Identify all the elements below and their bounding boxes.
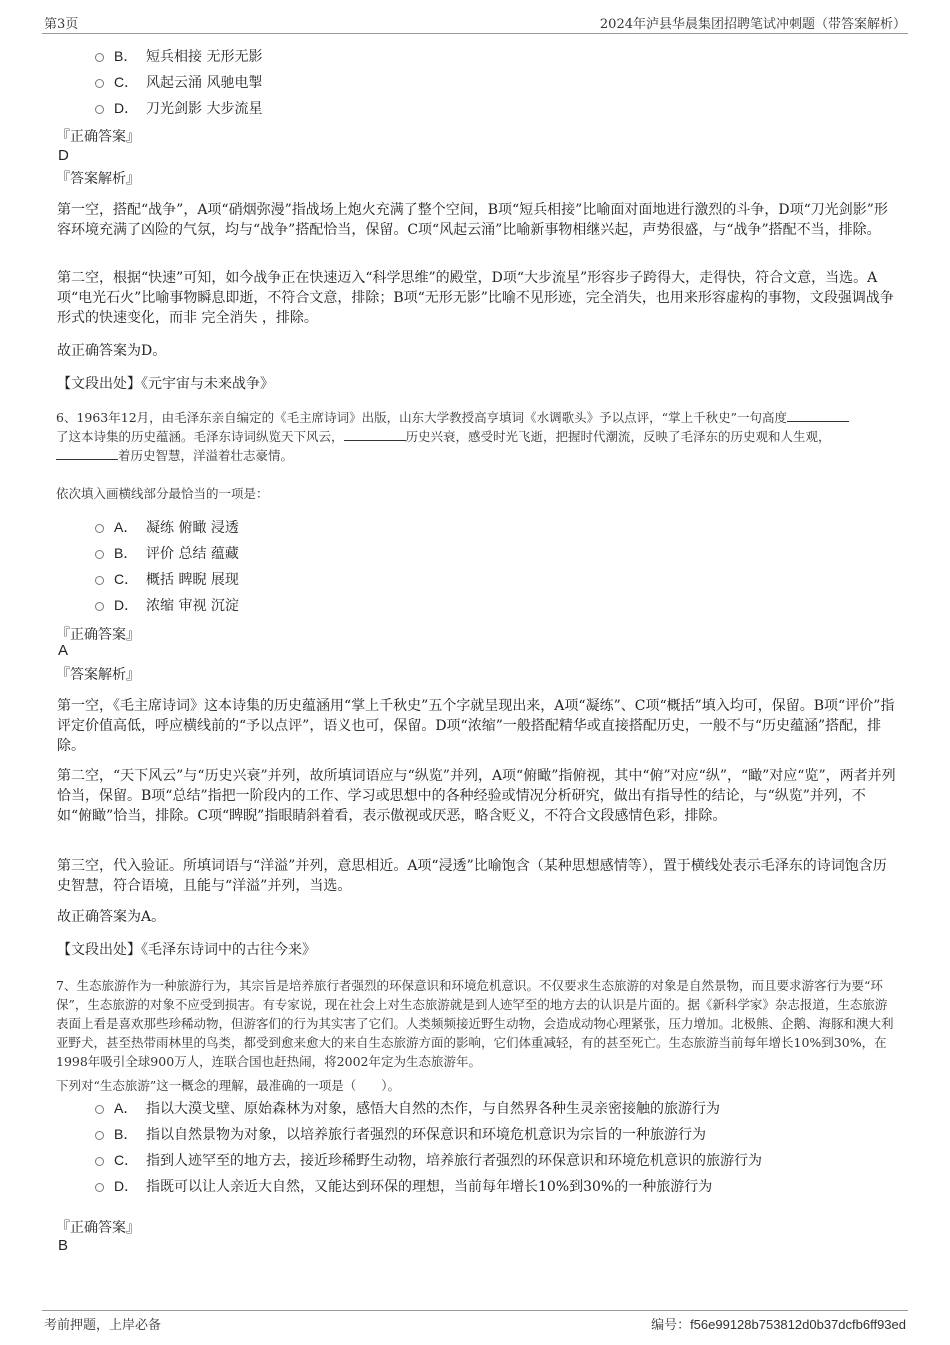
q7-option-c[interactable]: C． 指到人迹罕至的地方去，接近珍稀野生动物，培养旅行者强烈的环保意识和环境危机意识的旅游行为	[95, 1150, 762, 1170]
q7-answer-label: 『正确答案』	[56, 1220, 140, 1236]
q6-option-b[interactable]: B． 评价 总结 蕴藏	[95, 543, 239, 563]
radio-icon[interactable]	[95, 1183, 104, 1192]
q6-option-c[interactable]: C． 概括 睥睨 展现	[95, 569, 239, 589]
q6-stem: 6、1963年12月，由毛泽东亲自编定的《毛主席诗词》出版，山东大学教授高亨填词《水调歌头》予以点评，“掌上千秋史”一句高度 了这本诗集的历史蕴涵。毛泽东诗词纵览天下风云， 历史兴衰，感受时光飞逝，把握时代潮流，反映了毛泽东的历史观和人生观， 着历史智慧，洋溢着壮志豪情。	[56, 408, 898, 465]
q7-prompt: 下列对“生态旅游”这一概念的理解，最准确的一项是（ ）。	[56, 1078, 401, 1093]
radio-icon[interactable]	[95, 602, 104, 611]
q7-option-d[interactable]: D． 指既可以让人亲近大自然，又能达到环保的理想，当前每年增长10%到30%的一种旅游行为	[95, 1176, 712, 1196]
q6-option-a[interactable]: A． 凝练 俯瞰 浸透	[95, 517, 239, 537]
q6-conclusion: 故正确答案为A。	[57, 909, 166, 925]
q7-stem: 7、生态旅游作为一种旅游行为，其宗旨是培养旅行者强烈的环保意识和环境危机意识。不仅要求生态旅游的对象是自然景物，而且要求游客行为要“环保”，生态旅游的对象不应受到损害。有专家说，现在社会上对生态旅游就是到人迹罕至的地方去的认识是片面的。据《新科学家》杂志报道，生态旅游表面上看是喜欢那些珍稀动物，但游客们的行为其实害了它们。人类频频接近野生动物，会造成动物心理紧张，压力增加。北极熊、企鹅、海豚和澳大利亚野犬，甚至热带雨林里的鸟类，都受到愈来愈大的来自生态旅游方面的影响，它们体重减轻，有的甚至死亡。生态旅游当前每年增长10%到30%，在1998年吸引全球900万人，连联合国也赶热闹，将2002年定为生态旅游年。	[56, 978, 894, 1069]
q5-option-d[interactable]: D． 刀光剑影 大步流星	[95, 98, 262, 118]
footer-rule	[42, 1310, 908, 1311]
q5-analysis-paragraph: 第一空，搭配“战争”，A项“硝烟弥漫”指战场上炮火充满了整个空间，B项“短兵相接”比喻面对面地进行激烈的斗争，D项“刀光剑影”形容环境充满了凶险的气氛，均与“战争”搭配恰当，保留。C项“风起云涌”比喻新事物相继兴起，声势很盛，与“战争”搭配不当，排除。	[57, 202, 888, 238]
q7-answer: B	[58, 1237, 69, 1254]
q7-option-b[interactable]: B． 指以自然景物为对象，以培养旅行者强烈的环保意识和环境危机意识为宗旨的一种旅游行为	[95, 1124, 706, 1144]
q5-analysis-paragraph: 第二空，根据“快速”可知，如今战争正在快速迈入“科学思维”的殿堂，D项“大步流星”形容步子跨得大，走得快，符合文意，当选。A项“电光石火”比喻事物瞬息即逝，不符合文意，排除；B项“无形无影”比喻不见形迹，完全消失，也用来形容虚构的事物，文段强调战争形式的快速变化，而非 完全消失 ，排除。	[57, 270, 894, 326]
radio-icon[interactable]	[95, 576, 104, 585]
radio-icon[interactable]	[95, 1157, 104, 1166]
radio-icon[interactable]	[95, 1105, 104, 1114]
radio-icon[interactable]	[95, 550, 104, 559]
q5-conclusion: 故正确答案为D。	[57, 343, 167, 359]
radio-icon[interactable]	[95, 79, 104, 88]
document-id: 编号：f56e99128b753812d0b37dcfb6ff93ed	[651, 1317, 906, 1332]
q6-analysis-paragraph: 第三空，代入验证。所填词语与“洋溢”并列，意思相近。A项“浸透”比喻饱含（某种思想感情等），置于横线处表示毛泽东的诗词饱含历史智慧，符合语境，且能与“洋溢”并列，当选。	[57, 858, 887, 894]
q5-analysis-label: 『答案解析』	[56, 171, 140, 187]
q6-analysis-paragraph: 第二空，“天下风云”与“历史兴衰”并列，故所填词语应与“纵览”并列，A项“俯瞰”指俯视，其中“俯”对应“纵”，“瞰”对应“览”，两者并列恰当，保留。B项“总结”指把一阶段内的工作、学习或思想中的各种经验或情况分析研究，做出有指导性的结论，与“纵览”并列，不如“俯瞰”恰当，排除。C项“睥睨”指眼睛斜着看，表示傲视或厌恶，略含贬义，不符合文段感情色彩，排除。	[57, 768, 896, 824]
radio-icon[interactable]	[95, 53, 104, 62]
radio-icon[interactable]	[95, 1131, 104, 1140]
header-rule	[42, 33, 908, 34]
fill-blank	[787, 410, 849, 422]
document-title: 2024年泸县华晨集团招聘笔试冲刺题（带答案解析）	[599, 17, 906, 32]
q6-option-d[interactable]: D． 浓缩 审视 沉淀	[95, 595, 239, 615]
q6-prompt: 依次填入画横线部分最恰当的一项是：	[56, 486, 269, 501]
radio-icon[interactable]	[95, 524, 104, 533]
fill-blank	[344, 429, 406, 441]
q5-source: 【文段出处】《元宇宙与未来战争》	[57, 376, 274, 392]
q6-analysis-label: 『答案解析』	[56, 667, 140, 683]
q5-option-b[interactable]: B． 短兵相接 无形无影	[95, 46, 262, 66]
q6-source: 【文段出处】《毛泽东诗词中的古往今来》	[57, 942, 316, 958]
q5-answer-label: 『正确答案』	[56, 129, 140, 145]
page-number: 第3页	[44, 17, 79, 32]
footer-slogan: 考前押题，上岸必备	[44, 1318, 162, 1333]
radio-icon[interactable]	[95, 105, 104, 114]
fill-blank	[56, 448, 118, 460]
q5-option-c[interactable]: C． 风起云涌 风驰电掣	[95, 72, 262, 92]
q7-option-a[interactable]: A． 指以大漠戈壁、原始森林为对象，感悟大自然的杰作，与自然界各种生灵亲密接触的旅游行为	[95, 1098, 720, 1118]
q5-answer: D	[58, 147, 69, 164]
q6-answer-label: 『正确答案』	[56, 627, 140, 643]
q6-answer: A	[58, 642, 69, 659]
q6-analysis-paragraph: 第一空，《毛主席诗词》这本诗集的历史蕴涵用“掌上千秋史”五个字就呈现出来，A项“凝练”、C项“概括”填入均可，保留。B项“评价”指评定价值高低，呼应横线前的“予以点评”，语义也可，保留。D项“浓缩”一般搭配精华或直接搭配历史，一般不与“历史蕴涵”搭配，排除。	[57, 698, 895, 754]
